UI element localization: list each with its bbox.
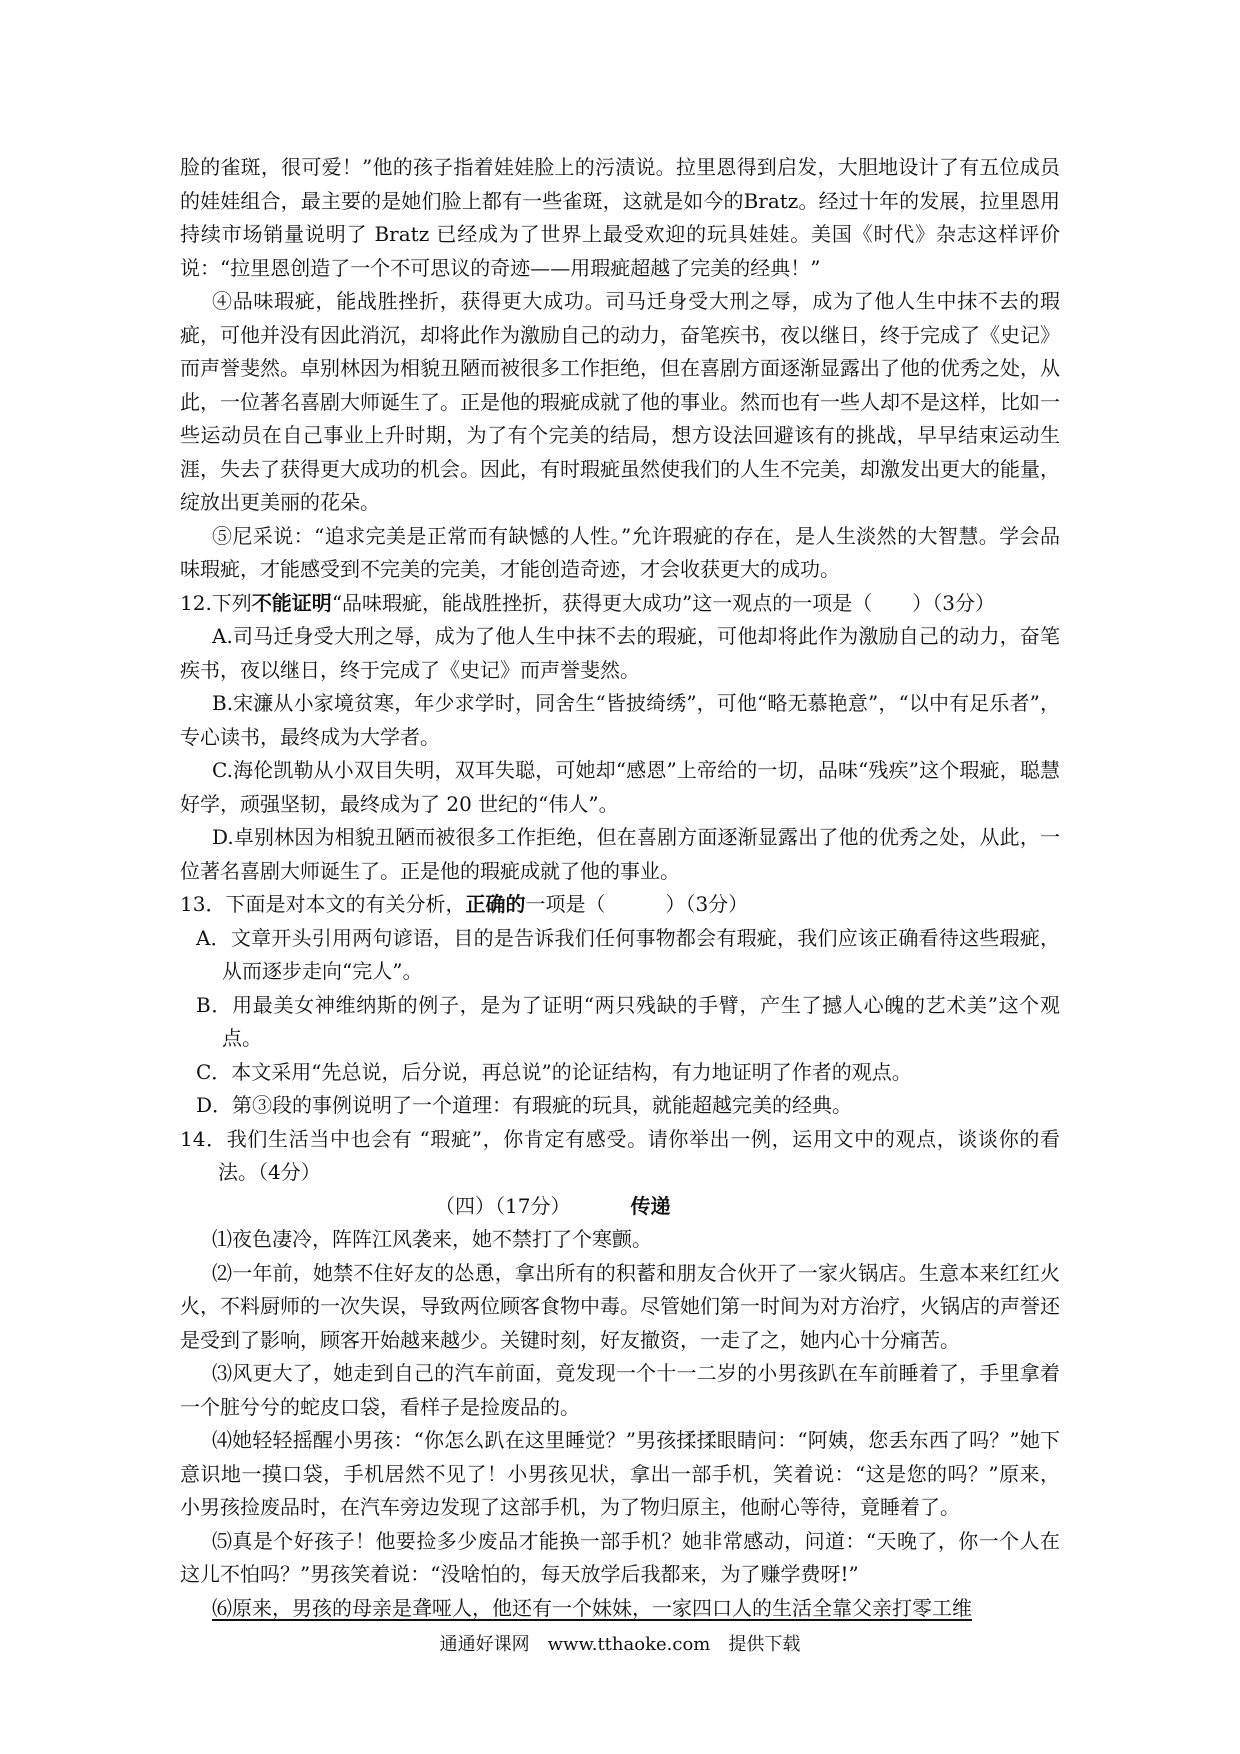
- story-paragraph-1: ⑴夜色凄冷，阵阵江风袭来，她不禁打了个寒颤。: [212, 1227, 652, 1251]
- section-4-label: （四）（17分）: [435, 1193, 571, 1218]
- question-14: 14．我们生活当中也会有 “瑕疵”，你肯定有感受。请你举出一例，运用文中的观点，谈谈你的看法。（4分）: [180, 1126, 1060, 1184]
- paragraph-continuation: 脸的雀斑，很可爱！”他的孩子指着娃娃脸上的污渍说。拉里恩得到启发，大胆地设计了有五位成员的娃娃组合，最主要的是她们脸上都有一些雀斑，这就是如今的Bratz。经过十年的发展，拉里恩用持续市场销量说明了 Bratz 已经成为了世界上最受欢迎的玩具娃娃。美国《时代》杂志这样评价说：“拉里恩创造了一个不可思议的奇迹——用瑕疵超越了完美的经典！”: [180, 155, 1060, 280]
- question-13-option-b: B．用最美女神维纳斯的例子，是为了证明“两只残缺的手臂，产生了撼人心魄的艺术美”这个观点。: [196, 992, 1060, 1050]
- paragraph-4: ④品味瑕疵，能战胜挫折，获得更大成功。司马迁身受大刑之辱，成为了他人生中抹不去的瑕疵，可他并没有因此消沉，却将此作为激励自己的动力，奋笔疾书，夜以继日，终于完成了《史记》而声誉斐然。卓别林因为相貌丑陋而被很多工作拒绝，但在喜剧方面逐渐显露出了他的优秀之处，从此，一位著名喜剧大师诞生了。正是他的瑕疵成就了他的事业。然而也有一些人却不是这样，比如一些运动员在自己事业上升时期，为了有个完美的结局，想方设法回避该有的挑战，早早结束运动生涯，失去了获得更大成功的机会。因此，有时瑕疵虽然使我们的人生不完美，却激发出更大的能量，绽放出更美丽的花朵。: [180, 289, 1060, 514]
- story-paragraph-2: ⑵一年前，她禁不住好友的怂恿，拿出所有的积蓄和朋友合伙开了一家火锅店。生意本来红红火火，不料厨师的一次失误，导致两位顾客食物中毒。尽管她们第一时间为对方治疗，火锅店的声誉还是受到了影响，顾客开始越来越少。关键时刻，好友撤资，一走了之，她内心十分痛苦。: [180, 1260, 1060, 1352]
- question-12-option-b: B.宋濂从小家境贫寒，年少求学时，同舍生“皆披绮绣”，可他“略无慕艳意”，“以中有足乐者”，专心读书，最终成为大学者。: [180, 691, 1060, 749]
- question-13-stem-post: 一项是（ ）（3分）: [525, 892, 749, 916]
- story-paragraph-5: ⑸真是个好孩子！他要捡多少废品才能换一部手机？她非常感动，问道：“天晚了，你一个人在这儿不怕吗？”男孩笑着说：“没啥怕的，每天放学后我都来，为了赚学费呀!”: [180, 1528, 1060, 1586]
- question-13-stem: [180, 888, 1060, 922]
- question-13-option-c: C．本文采用“先总说，后分说，再总说”的论证结构，有力地证明了作者的观点。: [196, 1059, 912, 1084]
- question-12-stem-post: “品味瑕疵，能战胜挫折，获得更大成功”这一观点的一项是（ ）（3分）: [331, 590, 995, 615]
- paragraph-5: ⑤尼采说：“追求完美是正常而有缺憾的人性。”允许瑕疵的存在，是人生淡然的大智慧。学会品味瑕疵，才能感受到不完美的完美，才能创造奇迹，才会收获更大的成功。: [180, 523, 1060, 581]
- page-footer: 通通好课网 www.tthaoke.com 提供下载: [439, 1634, 801, 1655]
- story-paragraph-6: [180, 1592, 1060, 1626]
- question-13-option-a: A．文章开头引用两句谚语，目的是告诉我们任何事物都会有瑕疵，我们应该正确看待这些瑕疵，从而逐步走向“完人”。: [196, 925, 1060, 983]
- story-paragraph-4: ⑷她轻轻摇醒小男孩：“你怎么趴在这里睡觉？”男孩揉揉眼睛问：“阿姨，您丢东西了吗？”她下意识地一摸口袋，手机居然不见了！小男孩见状，拿出一部手机，笑着说：“这是您的吗？”原来，小男孩捡废品时，在汽车旁边发现了这部手机，为了物归原主，他耐心等待，竟睡着了。: [180, 1428, 1060, 1519]
- page-body: [180, 151, 1060, 1625]
- question-13-option-d: D．第③段的事例说明了一个道理：有瑕疵的玩具，就能超越完美的经典。: [196, 1093, 853, 1117]
- story-paragraph-6-underlined: ⑹原来，男孩的母亲是聋哑人，他还有一个妹妹，一家四口人的生活全靠父亲打零工维: [212, 1595, 972, 1620]
- question-13: [180, 888, 1060, 1123]
- question-12-option-c: C.海伦凯勒从小双目失明，双耳失聪，可她却“感恩”上帝给的一切，品味“残疾”这个瑕疵，聪慧好学，顽强坚韧，最终成为了 20 世纪的“伟人”。: [180, 758, 1060, 816]
- story-paragraph-3: ⑶风更大了，她走到自己的汽车前面，竟发现一个十一二岁的小男孩趴在车前睡着了，手里拿着一个脏兮兮的蛇皮口袋，看样子是捡废品的。: [180, 1361, 1060, 1419]
- question-12-emphasis: 不能证明: [251, 590, 332, 615]
- question-12-stem-pre: 12.下列: [180, 590, 252, 615]
- section-4-heading: [180, 1190, 1060, 1224]
- question-12-option-a: A.司马迁身受大刑之辱，成为了他人生中抹不去的瑕疵，可他却将此作为激励自己的动力，奋笔疾书，夜以继日，终于完成了《史记》而声誉斐然。: [180, 624, 1060, 682]
- question-12-stem: [180, 587, 1060, 621]
- section-4-title: 传递: [630, 1193, 671, 1218]
- question-13-stem-pre: 13．下面是对本文的有关分析，: [180, 892, 466, 916]
- question-13-emphasis: 正确的: [465, 892, 526, 916]
- question-12: [180, 587, 1060, 889]
- question-12-option-d: D.卓别林因为相貌丑陋而被很多工作拒绝，但在喜剧方面逐渐显露出了他的优秀之处，从此，一位著名喜剧大师诞生了。正是他的瑕疵成就了他的事业。: [180, 825, 1060, 883]
